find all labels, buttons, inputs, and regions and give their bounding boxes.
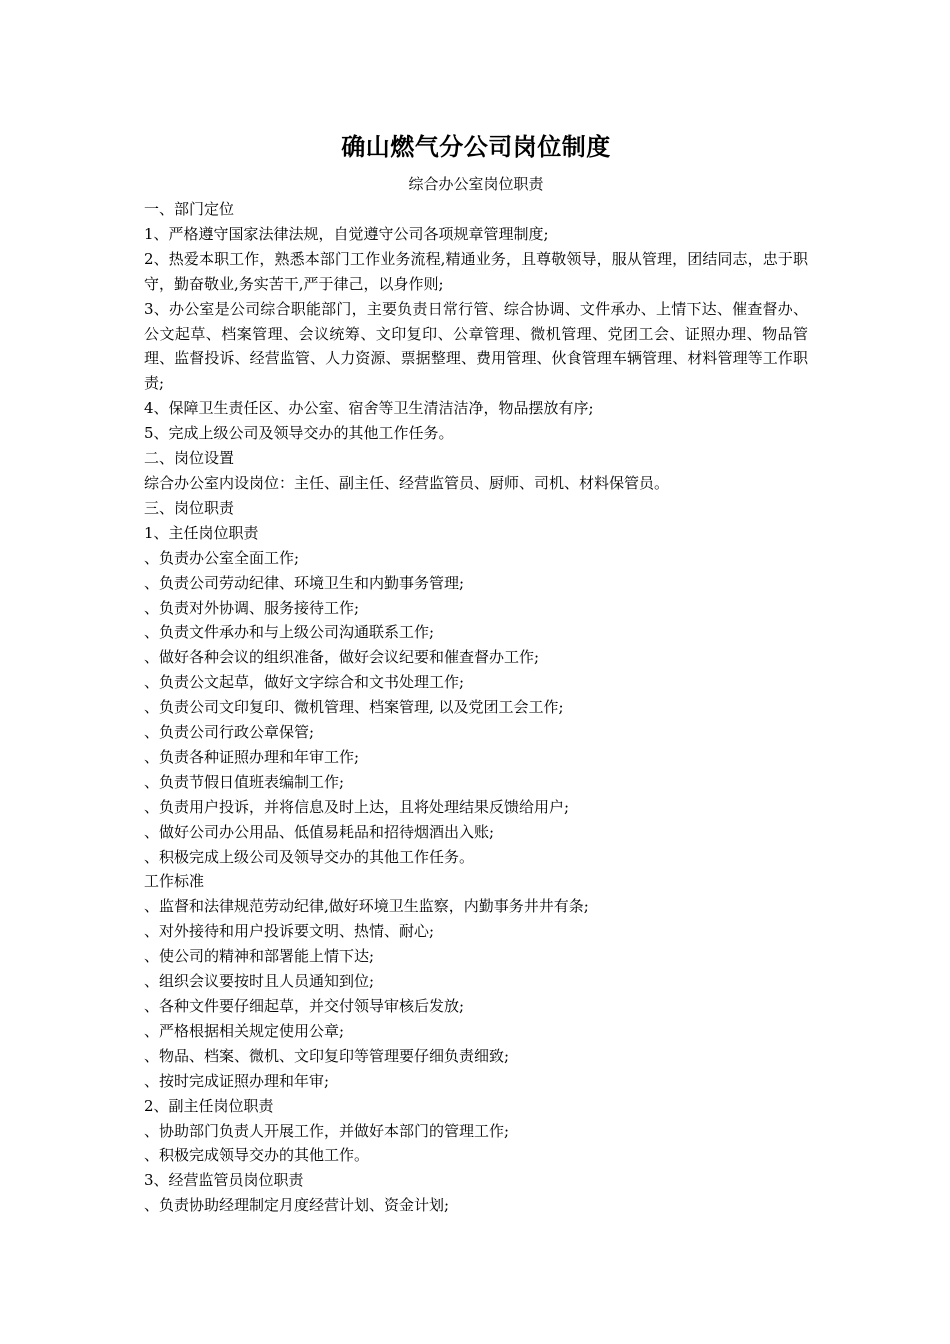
paragraph-line: 3、经营监管员岗位职责 xyxy=(144,1171,304,1190)
paragraph-line: 、组织会议要按时且人员通知到位; xyxy=(144,972,375,991)
paragraph-line: 、负责节假日值班表编制工作; xyxy=(144,772,345,791)
document-body xyxy=(144,197,808,1218)
paragraph-line: 一、部门定位 xyxy=(144,200,235,218)
paragraph-line: 、物品、档案、微机、文印复印等管理要仔细负责细致; xyxy=(144,1046,510,1065)
paragraph-line: 、做好公司办公用品、低值易耗品和招待烟酒出入账; xyxy=(144,822,495,841)
document-page xyxy=(144,130,808,1218)
paragraph-line: 、负责公文起草，做好文字综合和文书处理工作; xyxy=(144,673,465,692)
paragraph-line: 、负责办公室全面工作; xyxy=(144,548,300,567)
document-title: 确山燃气分公司岗位制度 xyxy=(341,133,611,161)
paragraph-line: 、负责公司劳动纪律、环境卫生和内勤事务管理; xyxy=(144,573,465,592)
paragraph-line: 、积极完成领导交办的其他工作。 xyxy=(144,1146,370,1165)
paragraph-line: 、负责公司行政公章保管; xyxy=(144,723,315,742)
paragraph-line: 、负责协助经理制定月度经营计划、资金计划; xyxy=(144,1196,450,1215)
paragraph-line: 工作标准 xyxy=(144,872,205,891)
paragraph-line: 、使公司的精神和部署能上情下达; xyxy=(144,947,375,966)
paragraph-line: 1、主任岗位职责 xyxy=(144,523,259,542)
paragraph-line: 5、完成上级公司及领导交办的其他工作任务。 xyxy=(144,424,454,443)
paragraph-line: 、协助部门负责人开展工作，并做好本部门的管理工作; xyxy=(144,1121,510,1140)
paragraph-line: 、负责文件承办和与上级公司沟通联系工作; xyxy=(144,623,435,642)
paragraph-line: 2、热爱本职工作，熟悉本部门工作业务流程,精通业务，且尊敬领导，服从管理，团结同志，忠于职守，勤奋敬业,务实苦干,严于律己，以身作则; xyxy=(144,249,808,293)
paragraph-line: 、负责对外协调、服务接待工作; xyxy=(144,598,360,617)
paragraph-line: 、负责各种证照办理和年审工作; xyxy=(144,747,360,766)
paragraph-line: 1、严格遵守国家法律法规，自觉遵守公司各项规章管理制度; xyxy=(144,224,549,243)
paragraph-line: 2、副主任岗位职责 xyxy=(144,1096,274,1115)
paragraph-line: 、做好各种会议的组织准备，做好会议纪要和催查督办工作; xyxy=(144,648,540,667)
paragraph-line: 、负责公司文印复印、微机管理、档案管理, 以及党团工会工作; xyxy=(144,698,564,717)
paragraph-line: 4、保障卫生责任区、办公室、宿舍等卫生清洁洁净，物品摆放有序; xyxy=(144,399,594,418)
document-subtitle: 综合办公室岗位职责 xyxy=(408,175,544,193)
paragraph-line: 、积极完成上级公司及领导交办的其他工作任务。 xyxy=(144,847,475,866)
paragraph-line: 综合办公室内设岗位：主任、副主任、经营监管员、厨师、司机、材料保管员。 xyxy=(144,473,670,492)
paragraph-line: 三、岗位职责 xyxy=(144,498,235,517)
paragraph-line: 、对外接待和用户投诉要文明、热情、耐心; xyxy=(144,922,435,941)
paragraph-line: 二、岗位设置 xyxy=(144,449,235,468)
paragraph-line: 、各种文件要仔细起草，并交付领导审核后发放; xyxy=(144,997,465,1015)
paragraph-line: 、严格根据相关规定使用公章; xyxy=(144,1021,345,1040)
paragraph-line: 3、办公室是公司综合职能部门，主要负责日常行管、综合协调、文件承办、上情下达、催查督办、公文起草、档案管理、会议统筹、文印复印、公章管理、微机管理、党团工会、证照办理、物品管理、监督投诉、经营监管、人力资源、票据整理、费用管理、伙食管理车辆管理、材料管理等工作职责; xyxy=(144,299,808,393)
paragraph-line: 、监督和法律规范劳动纪律,做好环境卫生监察，内勤事务井井有条; xyxy=(144,897,589,916)
paragraph-line: 、按时完成证照办理和年审; xyxy=(144,1071,330,1090)
paragraph-line: 、负责用户投诉，并将信息及时上达，且将处理结果反馈给用户; xyxy=(144,797,570,816)
